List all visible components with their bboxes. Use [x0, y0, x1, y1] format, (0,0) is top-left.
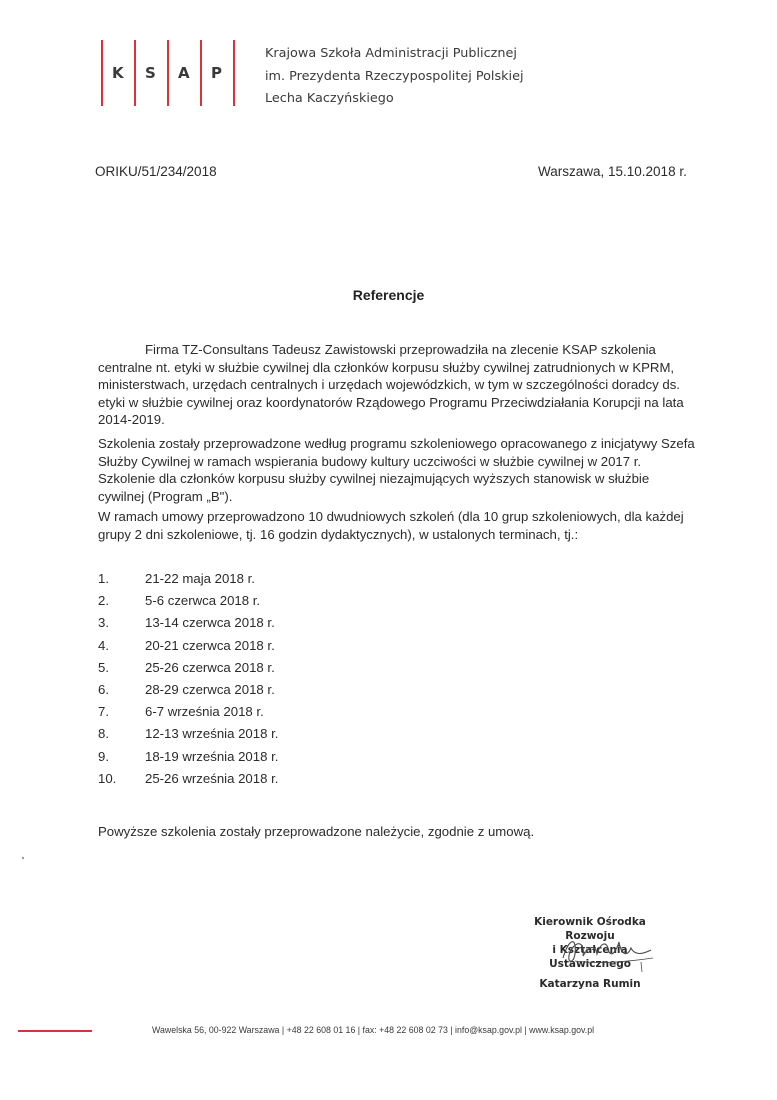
logo-divider [233, 40, 235, 106]
paragraph-line: grupy 2 dni szkoleniowe, tj. 16 godzin dydaktycznych), w ustalonych terminach, tj.: [98, 526, 579, 542]
paragraph-line: W ramach umowy przeprowadzono 10 dwudniowych szkoleń (dla 10 grup szkoleniowych, dla każdej [98, 509, 684, 524]
institution-name-line3: Lecha Kaczyńskiego [265, 91, 394, 106]
reference-number: ORIKU/51/234/2018 [95, 164, 217, 179]
paragraph-line: Firma TZ-Consultans Tadeusz Zawistowski przeprowadziła na zlecenie KSAP szkolenia [145, 342, 656, 357]
paragraph-1 [98, 341, 698, 429]
logo-divider [134, 40, 136, 106]
paragraph-line: Służby Cywilnej w ramach wspierania budowy kultury uczciwości w służbie cywilnej w 2017 r. [98, 453, 642, 469]
paragraph-3 [98, 508, 698, 543]
paragraph-line: ministerstwach, urzędach centralnych i urzędach wojewódzkich, w tym w szczególności doradcy ds. [98, 377, 680, 393]
place-date: Warszawa, 15.10.2018 r. [538, 164, 687, 179]
paragraph-line: centralne nt. etyki w służbie cywilnej dla członków korpusu służby cywilnej zatrudnionych w KPRM, [98, 359, 675, 375]
logo-letter: S [145, 64, 156, 82]
logo-letter: K [112, 64, 124, 82]
paragraph-line: Szkolenie dla członków korpusu służby cywilnej niezajmujących wyższych stanowisk w służbie [98, 471, 650, 487]
logo-divider [200, 40, 202, 106]
logo-divider [101, 40, 103, 106]
paragraph-2 [98, 435, 698, 505]
paragraph-line: 2014-2019. [98, 412, 165, 428]
signatory-title-line2: i Kształcenia Ustawicznego [549, 944, 631, 970]
logo-letter: P [211, 64, 222, 82]
paragraph-line: etyki w służbie cywilnej oraz koordynatorów Rządowego Programu Przeciwdziałania Korupcji na lata [98, 394, 684, 410]
signatory-name: Katarzyna Rumin [539, 978, 641, 990]
closing-statement: Powyższe szkolenia zostały przeprowadzone należycie, zgodnie z umową. [98, 824, 535, 839]
scan-speck [22, 857, 24, 859]
logo-divider [167, 40, 169, 106]
footer-accent-line [18, 1030, 92, 1032]
footer-contact: Wawelska 56, 00-922 Warszawa | +48 22 608 01 16 | fax: +48 22 608 02 73 | info@ksap.gov.pl | www.ksap.gov.pl [152, 1025, 595, 1035]
document-title: Referencje [352, 287, 425, 303]
institution-name-line1: Krajowa Szkoła Administracji Publicznej [265, 46, 517, 61]
handwritten-signature [555, 928, 665, 976]
institution-name-line2: im. Prezydenta Rzeczypospolitej Polskiej [265, 69, 524, 84]
logo-letter: A [178, 64, 190, 82]
paragraph-line: Szkolenia zostały przeprowadzone według programu szkoleniowego opracowanego z inicjatywy Szefa [98, 436, 695, 451]
signatory-title-line1: Kierownik Ośrodka Rozwoju [534, 916, 646, 942]
paragraph-line: cywilnej (Program „B"). [98, 488, 233, 504]
